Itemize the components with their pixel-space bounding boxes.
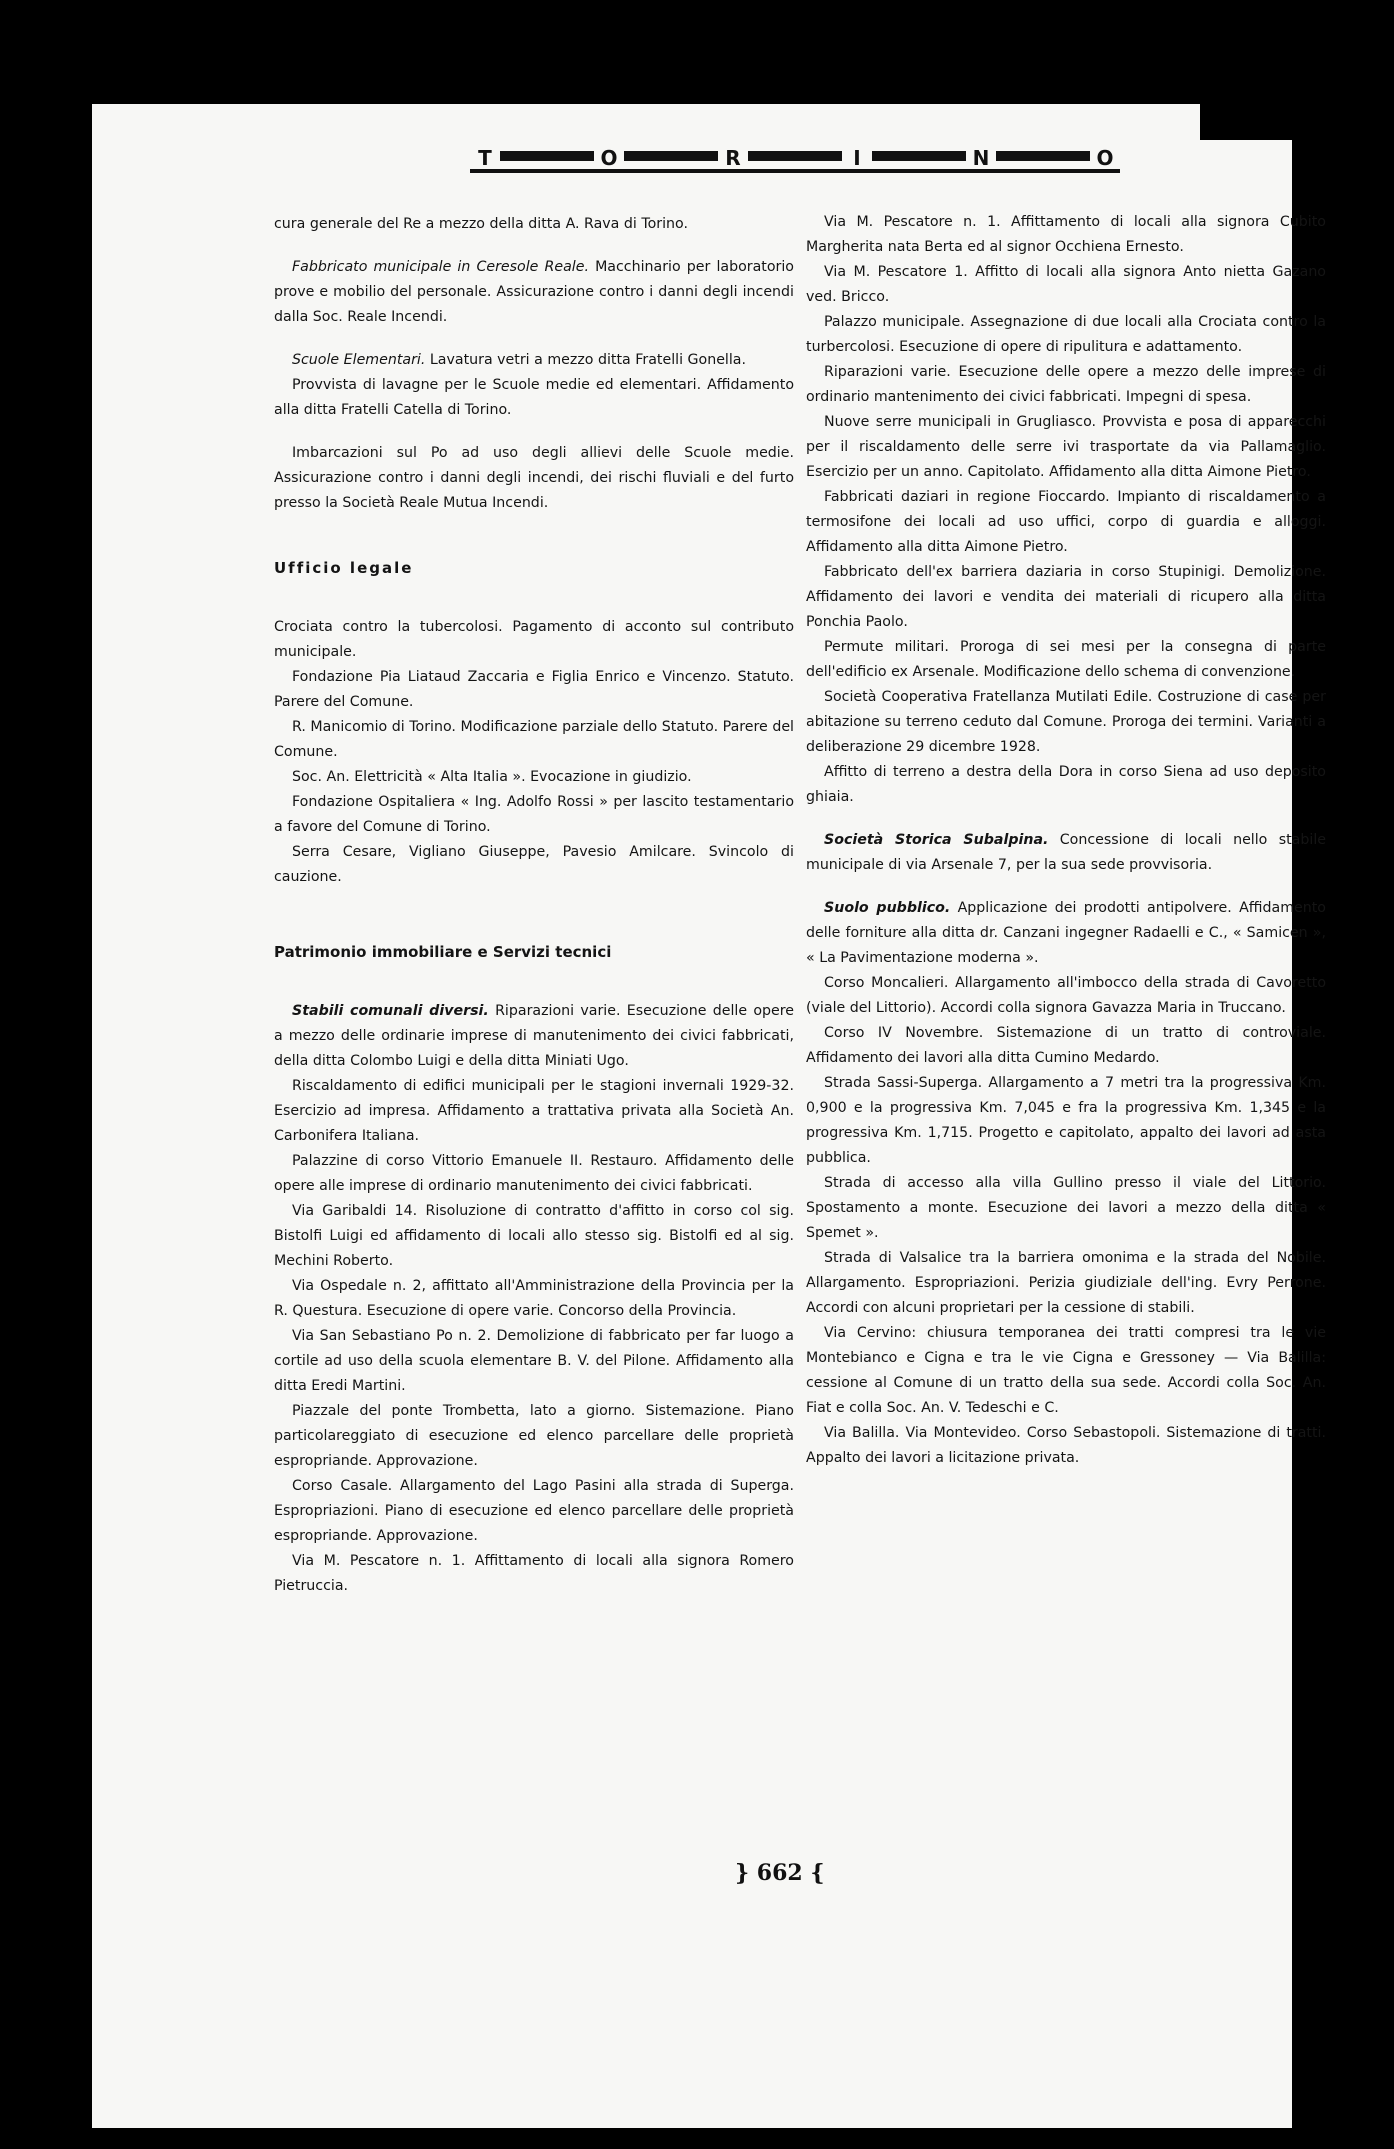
paragraph: Palazzine di corso Vittorio Emanuele II. Restauro. Affidamento delle opere alle imprese di ordinario manutenimento dei civici fabbricati. (274, 1153, 794, 1194)
paragraph-text: Lavatura vetri a mezzo ditta Fratelli Gonella. (425, 352, 747, 368)
masthead-letter: T (470, 147, 500, 169)
paragraph: Via M. Pescatore n. 1. Affittamento di locali alla signora Romero Pietruccia. (274, 1553, 794, 1594)
right-column (806, 210, 1326, 1471)
paragraph: Via Cervino: chiusura temporanea dei tratti compresi tra le vie Montebianco e Cigna e tra le vie Cigna e Gressoney — Via Balilla: cessione al Comune di un tratto della sua sede. Accordi colla Soc. An. Fiat e colla Soc. An. V. Tedeschi e C. (806, 1325, 1326, 1416)
paragraph: Piazzale del ponte Trombetta, lato a giorno. Sistemazione. Piano particolareggiato di esecuzione ed elenco parcellare delle proprietà espropriande. Approvazione. (274, 1403, 794, 1469)
paragraph: Via M. Pescatore 1. Affitto di locali alla signora Anto nietta Gazano ved. Bricco. (806, 264, 1326, 305)
paragraph: Crociata contro la tubercolosi. Pagamento di acconto sul contributo municipale. (274, 619, 794, 660)
masthead-letter: O (594, 147, 624, 169)
paragraph: Fondazione Pia Liataud Zaccaria e Figlia Enrico e Vincenzo. Statuto. Parere del Comune. (274, 669, 794, 710)
paragraph (806, 828, 1326, 878)
paragraph: R. Manicomio di Torino. Modificazione parziale dello Statuto. Parere del Comune. (274, 719, 794, 760)
paragraph-text: Riparazioni varie. Esecuzione delle opere a mezzo delle ordinarie imprese di manutenimento dei civici fabbricati, della ditta Colombo Luigi e della ditta Miniati Ugo. (274, 1003, 795, 1069)
paragraph: Via Ospedale n. 2, affittato all'Amministrazione della Provincia per la R. Questura. Esecuzione di opere varie. Concorso della Provincia. (274, 1278, 794, 1319)
paragraph: Strada di accesso alla villa Gullino presso il viale del Littorio. Spostamento a monte. Esecuzione dei lavori a mezzo della ditta « Spemet ». (806, 1175, 1326, 1241)
paragraph: Permute militari. Proroga di sei mesi per la consegna di parte dell'edificio ex Arsenale. Modificazione dello schema di convenzione. (806, 639, 1326, 680)
paragraph-title: Società Storica Subalpina. (824, 832, 1049, 848)
paragraph-text: Applicazione dei prodotti antipolvere. Affidamento delle forniture alla ditta dr. Canzani ingegner Radaelli e C., « Samicen », « La Pavimentazione moderna ». (806, 900, 1326, 966)
paragraph: Affitto di terreno a destra della Dora in corso Siena ad uso deposito ghiaia. (806, 764, 1326, 805)
paragraph: Riparazioni varie. Esecuzione delle opere a mezzo delle imprese di ordinario mantenimento dei civici fabbricati. Impegni di spesa. (806, 364, 1326, 405)
paragraph: Provvista di lavagne per le Scuole medie ed elementari. Affidamento alla ditta Fratelli Catella di Torino. (274, 377, 794, 418)
paragraph (274, 999, 794, 1074)
paragraph: Fabbricato dell'ex barriera daziaria in corso Stupinigi. Demolizione. Affidamento dei lavori e vendita dei materiali di ricupero alla ditta Ponchia Paolo. (806, 564, 1326, 630)
paragraph-title: Scuole Elementari. (292, 352, 426, 368)
section-heading-ufficio-legale: Ufficio legale (274, 559, 414, 577)
paragraph: cura generale del Re a mezzo della ditta A. Rava di Torino. (274, 216, 688, 232)
paragraph: Imbarcazioni sul Po ad uso degli allievi delle Scuole medie. Assicurazione contro i danni degli incendi, dei rischi fluviali e del furto presso la Società Reale Mutua Incendi. (274, 445, 794, 511)
paragraph: Strada di Valsalice tra la barriera omonima e la strada del Nobile. Allargamento. Espropriazioni. Perizia giudiziale dell'ing. Evry Perrone. Accordi con alcuni proprietari per la cessione di stabili. (806, 1250, 1326, 1316)
masthead-letter: N (966, 147, 996, 169)
paragraph: Fondazione Ospitaliera « Ing. Adolfo Rossi » per lascito testamentario a favore del Comune di Torino. (274, 794, 794, 835)
section-heading-patrimonio: Patrimonio immobiliare e Servizi tecnici (274, 943, 612, 961)
paragraph (274, 255, 794, 330)
masthead-letter: I (842, 147, 872, 169)
paragraph-title: Suolo pubblico. (824, 900, 951, 916)
masthead-letter: O (1090, 147, 1120, 169)
paragraph: Serra Cesare, Vigliano Giuseppe, Pavesio Amilcare. Svincolo di cauzione. (274, 844, 794, 885)
scan-border-top (92, 68, 1292, 104)
masthead-band (470, 151, 1120, 161)
paragraph-title: Stabili comunali diversi. (292, 1003, 489, 1019)
paragraph-text: Macchinario per laboratorio prove e mobilio del personale. Assicurazione contro i danni degli incendi dalla Soc. Reale Incendi. (274, 259, 794, 325)
paragraph: Corso Casale. Allargamento del Lago Pasini alla strada di Superga. Espropriazioni. Piano di esecuzione ed elenco parcellare delle proprietà espropriande. Approvazione. (274, 1478, 794, 1544)
left-column (274, 212, 794, 1599)
paragraph: Nuove serre municipali in Grugliasco. Provvista e posa di apparecchi per il riscaldamento delle serre ivi trasportate da via Pallamaglio. Esercizio per un anno. Capitolato. Affidamento alla ditta Aimone Pietro. (806, 414, 1326, 480)
paragraph: Via Garibaldi 14. Risoluzione di contratto d'affitto in corso col sig. Bistolfi Luigi ed affidamento di locali allo stesso sig. Bistolfi ed al sig. Mechini Roberto. (274, 1203, 794, 1269)
paragraph: Corso IV Novembre. Sistemazione di un tratto di controviale. Affidamento dei lavori alla ditta Cumino Medardo. (806, 1025, 1326, 1066)
masthead (470, 143, 1120, 173)
paragraph: Via Balilla. Via Montevideo. Corso Sebastopoli. Sistemazione di tratti. Appalto dei lavori a licitazione privata. (806, 1425, 1326, 1466)
masthead-letter: R (718, 147, 748, 169)
paragraph: Fabbricati daziari in regione Fioccardo. Impianto di riscaldamento a termosifone dei locali ad uso uffici, corpo di guardia e alloggi. Affidamento alla ditta Aimone Pietro. (806, 489, 1326, 555)
paragraph: Società Cooperativa Fratellanza Mutilati Edile. Costruzione di case per abitazione su terreno ceduto dal Comune. Proroga dei termini. Varianti a deliberazione 29 dicembre 1928. (806, 689, 1326, 755)
paragraph: Palazzo municipale. Assegnazione di due locali alla Crociata contro la turbercolosi. Esecuzione di opere di ripulitura e adattamento. (806, 314, 1326, 355)
paragraph-title: Fabbricato municipale in Ceresole Reale. (292, 259, 589, 275)
paragraph: Corso Moncalieri. Allargamento all'imbocco della strada di Cavoretto (viale del Littorio). Accordi colla signora Gavazza Maria in Truccano. (806, 975, 1326, 1016)
paragraph: Riscaldamento di edifici municipali per le stagioni invernali 1929-32. Esercizio ad impresa. Affidamento a trattativa privata alla Società An. Carbonifera Italiana. (274, 1078, 794, 1144)
paragraph (274, 348, 794, 373)
scan-border-right (1200, 100, 1394, 140)
paragraph: Soc. An. Elettricità « Alta Italia ». Evocazione in giudizio. (292, 769, 692, 785)
paragraph: Strada Sassi-Superga. Allargamento a 7 metri tra la progressiva Km. 0,900 e la progressiva Km. 7,045 e fra la progressiva Km. 1,345 e la progressiva Km. 1,715. Progetto e capitolato, appalto dei lavori ad asta pubblica. (806, 1075, 1326, 1166)
page-number: } 662 { (735, 1860, 825, 1886)
paragraph: Via M. Pescatore n. 1. Affittamento di locali alla signora Cubito Margherita nata Berta ed al signor Occhiena Ernesto. (806, 214, 1326, 255)
paragraph (806, 896, 1326, 971)
paragraph: Via San Sebastiano Po n. 2. Demolizione di fabbricato per far luogo a cortile ad uso della scuola elementare B. V. del Pilone. Affidamento alla ditta Eredi Martini. (274, 1328, 794, 1394)
paragraph-text: Concessione di locali nello stabile municipale di via Arsenale 7, per la sua sede provvisoria. (806, 832, 1326, 873)
